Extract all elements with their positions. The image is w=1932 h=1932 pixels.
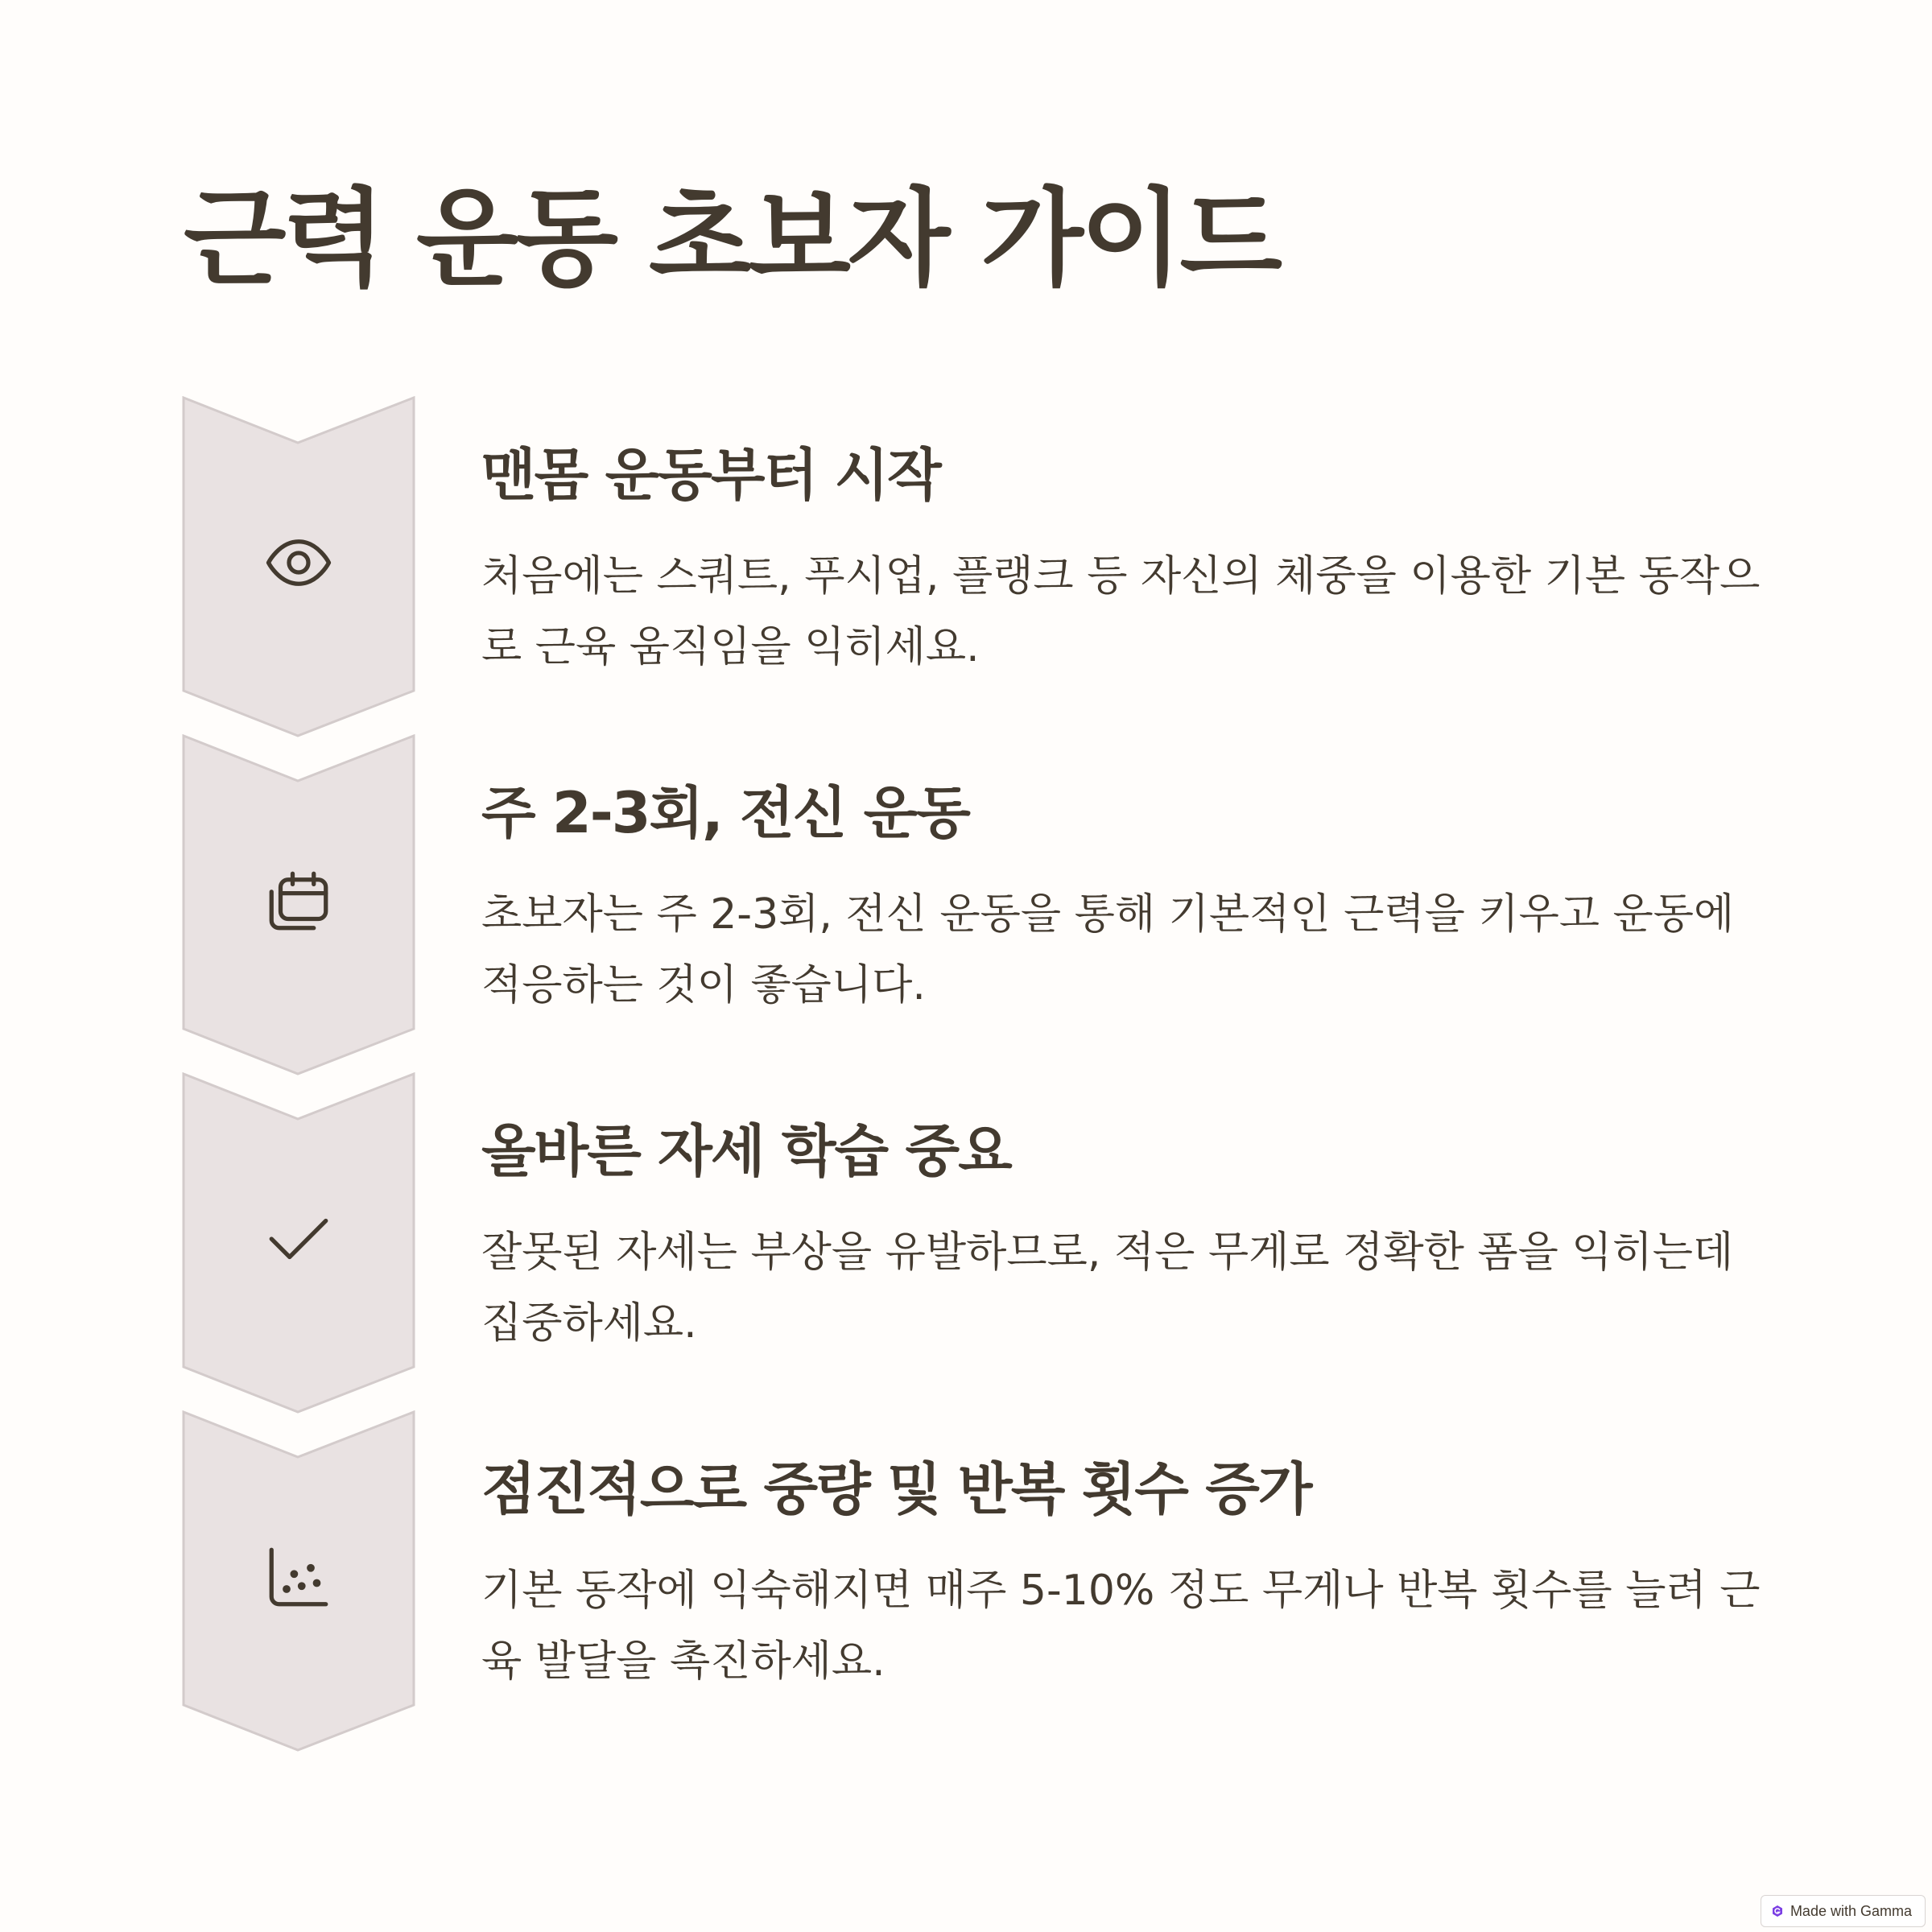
step-1-chevron: [182, 396, 415, 737]
page-title: 근력 운동 초보자 가이드: [184, 177, 1279, 301]
scatter-chart-icon: [262, 1541, 335, 1613]
step-2-description: 초보자는 주 2-3회, 전신 운동을 통해 기본적인 근력을 키우고 운동에 적응하는 것이 좋습니다.: [481, 890, 1735, 1009]
step-1-title: 맨몸 운동부터 시작: [481, 442, 940, 508]
step-4-chevron: [182, 1410, 415, 1752]
step-2-chevron: [182, 734, 415, 1075]
eye-icon: [262, 526, 335, 599]
gamma-logo-icon: [1771, 1905, 1784, 1918]
made-with-gamma-badge[interactable]: [1761, 1895, 1926, 1927]
step-3-description: 잘못된 자세는 부상을 유발하므로, 적은 무게로 정확한 폼을 익히는데 집중하세요.: [481, 1228, 1734, 1348]
badge-label: Made with Gamma: [1790, 1902, 1912, 1919]
step-4-title: 점진적으로 중량 및 반복 횟수 증가: [481, 1456, 1311, 1522]
calendar-icon: [262, 865, 335, 937]
step-3-title: 올바른 자세 학습 중요: [481, 1118, 1011, 1184]
step-3-chevron: [182, 1072, 415, 1414]
step-1-description: 처음에는 스쿼트, 푸시업, 플랭크 등 자신의 체중을 이용한 기본 동작으로 근육 움직임을 익히세요.: [481, 552, 1761, 671]
step-4-description: 기본 동작에 익숙해지면 매주 5-10% 정도 무게나 반복 횟수를 늘려 근육 발달을 촉진하세요.: [481, 1567, 1761, 1686]
checkmark-icon: [262, 1203, 335, 1275]
step-2-title: 주 2-3회, 전신 운동: [481, 780, 969, 846]
